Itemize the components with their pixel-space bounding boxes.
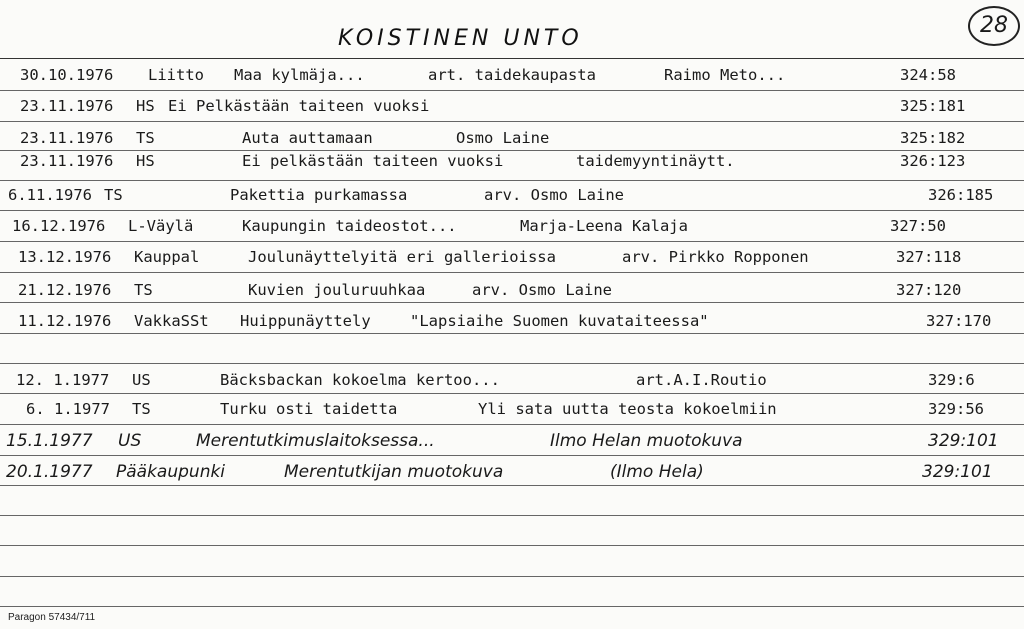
entry-title: Merentutkimuslaitoksessa... <box>196 431 435 451</box>
entry-source: TS <box>104 186 123 204</box>
entry-ref: 324:58 <box>900 66 956 84</box>
entry-note: arv. Pirkko Ropponen <box>622 248 809 266</box>
entry-title: Turku osti taidetta <box>220 400 398 418</box>
entry-title: Auta auttamaan <box>242 129 373 147</box>
entry-ref: 329:56 <box>928 400 984 418</box>
entry-title: Bäcksbackan kokoelma kertoo... <box>220 371 500 389</box>
entry-note: art.A.I.Routio <box>636 371 767 389</box>
entry-author: Raimo Meto... <box>664 66 786 84</box>
rule-line <box>0 302 1024 303</box>
list-item <box>0 279 1024 301</box>
entry-source: Pääkaupunki <box>116 462 226 482</box>
list-item <box>0 64 1024 86</box>
entry-ref: 327:170 <box>926 312 992 330</box>
rule-line <box>0 180 1024 181</box>
rule-line <box>0 576 1024 577</box>
rule-line <box>0 272 1024 273</box>
entry-title: Maa kylmäja... <box>234 66 365 84</box>
entry-ref: 327:120 <box>896 281 962 299</box>
entry-note: Yli sata uutta teosta kokoelmiin <box>478 400 777 418</box>
entry-date: 23.11.1976 <box>20 152 114 170</box>
entry-source: Liitto <box>148 66 204 84</box>
list-item <box>0 127 1024 149</box>
list-item <box>0 461 1024 483</box>
rule-line <box>0 333 1024 334</box>
list-item <box>0 310 1024 332</box>
list-item <box>0 184 1024 206</box>
card-number: 28 <box>968 6 1020 46</box>
rule-line <box>0 485 1024 486</box>
entry-ref: 326:185 <box>928 186 994 204</box>
entry-date: 15.1.1977 <box>6 431 93 451</box>
entry-date: 13.12.1976 <box>18 248 112 266</box>
entry-date: 16.12.1976 <box>12 217 106 235</box>
entry-source: HS <box>136 97 155 115</box>
entry-title: Kaupungin taideostot... <box>242 217 457 235</box>
entry-source: US <box>132 371 151 389</box>
entry-source: VakkaSSt <box>134 312 209 330</box>
entry-title: Ei Pelkästään taiteen vuoksi <box>168 97 430 115</box>
entry-note: arv. Osmo Laine <box>484 186 624 204</box>
entry-note: "Lapsiaihe Suomen kuvataiteessa" <box>410 312 709 330</box>
rule-line <box>0 606 1024 607</box>
entry-title: Merentutkijan muotokuva <box>284 462 504 482</box>
entry-note: Osmo Laine <box>456 129 550 147</box>
entry-date: 6.11.1976 <box>8 186 92 204</box>
entry-date: 6. 1.1977 <box>26 400 110 418</box>
card-title: KOISTINEN UNTO <box>338 26 583 51</box>
entry-source: HS <box>136 152 155 170</box>
list-item <box>0 369 1024 391</box>
entry-date: 23.11.1976 <box>20 129 114 147</box>
entry-source: L-Väylä <box>128 217 194 235</box>
entry-source: TS <box>136 129 155 147</box>
entry-source: TS <box>134 281 153 299</box>
list-item <box>0 430 1024 452</box>
entry-title: Joulunäyttelyitä eri gallerioissa <box>248 248 556 266</box>
entry-ref: 329:101 <box>928 431 999 451</box>
card-footer: Paragon 57434/711 <box>8 612 96 623</box>
entry-note: (Ilmo Hela) <box>610 462 704 482</box>
rule-line <box>0 58 1024 59</box>
entry-ref: 329:6 <box>928 371 975 389</box>
entry-date: 12. 1.1977 <box>16 371 110 389</box>
rule-line <box>0 363 1024 364</box>
list-item <box>0 215 1024 237</box>
entry-title: Kuvien jouluruuhkaa <box>248 281 426 299</box>
rule-line <box>0 90 1024 91</box>
list-item <box>0 246 1024 268</box>
list-item <box>0 398 1024 420</box>
entry-source: US <box>118 431 142 451</box>
entry-title: Ei pelkästään taiteen vuoksi <box>242 152 504 170</box>
entry-source: TS <box>132 400 151 418</box>
entry-date: 23.11.1976 <box>20 97 114 115</box>
rule-line <box>0 545 1024 546</box>
rule-line <box>0 393 1024 394</box>
rule-line <box>0 455 1024 456</box>
entry-note: arv. Osmo Laine <box>472 281 612 299</box>
list-item <box>0 95 1024 117</box>
entry-source: Kauppal <box>134 248 200 266</box>
rule-line <box>0 424 1024 425</box>
rule-line <box>0 241 1024 242</box>
entry-ref: 326:123 <box>900 152 966 170</box>
entry-date: 30.10.1976 <box>20 66 114 84</box>
entry-ref: 325:181 <box>900 97 966 115</box>
entry-ref: 327:50 <box>890 217 946 235</box>
entry-ref: 329:101 <box>922 462 993 482</box>
entry-note: taidemyyntinäytt. <box>576 152 735 170</box>
entry-ref: 325:182 <box>900 129 966 147</box>
rule-line <box>0 210 1024 211</box>
entry-ref: 327:118 <box>896 248 962 266</box>
rule-line <box>0 515 1024 516</box>
rule-line <box>0 121 1024 122</box>
list-item <box>0 150 1024 172</box>
entry-date: 21.12.1976 <box>18 281 112 299</box>
entry-title: Pakettia purkamassa <box>230 186 408 204</box>
entry-title: Huippunäyttely <box>240 312 371 330</box>
entry-date: 11.12.1976 <box>18 312 112 330</box>
entry-date: 20.1.1977 <box>6 462 93 482</box>
entry-note: art. taidekaupasta <box>428 66 596 84</box>
entry-note: Ilmo Helan muotokuva <box>550 431 743 451</box>
entry-note: Marja-Leena Kalaja <box>520 217 688 235</box>
